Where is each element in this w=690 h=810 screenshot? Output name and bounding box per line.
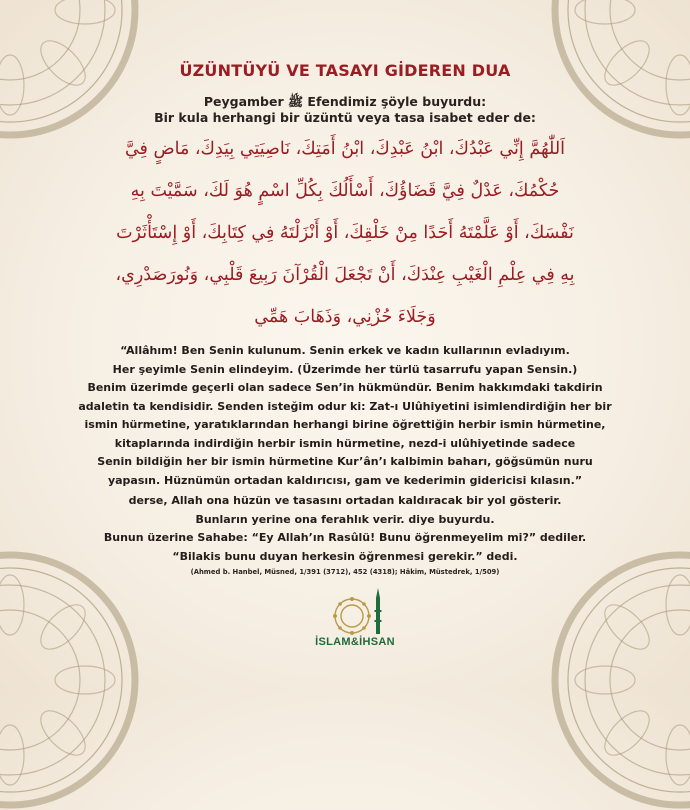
arabic-line: نَفْسَكَ، أَوْ عَلَّمْتَهُ أَحَدًا مِنْ خَلْقِكَ، أَوْ أَنْزَلْتَهُ فِي كِتَابِكَ، أَوْ إِسْتَأْثَرْتَ [116,223,574,243]
arabic-line: حُكْمُكَ، عَدْلٌ فِيَّ قَضَاؤُكَ، أَسْأَلُكَ بِكُلِّ اسْمٍ هُوَ لَكَ، سَمَّيْتَ بِهِ [130,181,560,201]
arabic-dua [60,128,630,338]
translation-line: Benim üzerimde geçerli olan sadece Sen’in hükmündür. Benim hakkımdaki takdirin [87,381,603,394]
dua-card [60,60,630,650]
closing-line: Bunun üzerine Sahabe: “Ey Allah’ın Rasûlü! Bunu öğrenmeyelim mi?” dediler. [103,531,587,544]
translation-line: adaletin ta kendisidir. Senden isteğim odur ki: Zat-ı Ulûhiyetini isimlendirdiğin her bir [78,399,612,413]
arabic-line: اَللّٰهُمَّ إِنِّي عَبْدُكَ، ابْنُ عَبْدِكَ، ابْنُ أَمَتِكَ، نَاصِيَتِي بِيَدِكَ، مَاضٍ فِيَّ [124,139,566,159]
arabic-line: بِهِ فِي عِلْمِ الْغَيْبِ عِنْدَكَ، أَنْ تَجْعَلَ الْقُرْآنَ رَبِيعَ قَلْبِي، وَنُورَصَدْرِي، [115,265,575,285]
page-title: ÜZÜNTÜYÜ VE TASAYI GİDEREN DUA [179,61,511,80]
source-citation: (Ahmed b. Hanbel, Müsned, 1/391 (3712), 452 (4318); Hâkim, Müstedrek, 1/509) [190,568,500,576]
islam-ihsan-logo [300,584,410,654]
mosque-logo-icon [300,584,410,636]
closing-line: Bunların yerine ona ferahlık verir. diye buyurdu. [195,512,495,526]
closing-text [60,492,630,566]
translation-line: Her şeyimle Senin elindeyim. (Üzerimde her türlü tasarrufu yapan Sensin.) [112,362,578,376]
logo-text: İSLAM&İHSAN [315,636,395,648]
translation-line: Senin bildiğin her bir ismin hürmetine Kur’ân’ı kalbimin baharı, göğsümün nuru [97,455,593,468]
translation-line: yapasın. Hüznümün ortadan kaldırıcısı, gam ve kederimin gidericisi kılasın.” [107,473,583,487]
turkish-translation [60,342,630,490]
intro-text [60,94,630,126]
intro-line: Peygamber ﷺ Efendimiz şöyle buyurdu: [203,94,487,109]
intro-line: Bir kula herhangi bir üzüntü veya tasa isabet eder de: [154,110,536,125]
closing-line: derse, Allah ona hüzün ve tasasını ortadan kaldıracak bir yol gösterir. [128,494,562,507]
translation-line: “Allâhım! Ben Senin kulunum. Senin erkek ve kadın kullarının evladıyım. [120,344,570,357]
translation-line: ismin hürmetine, yaratıklarından herhangi birine öğrettiğin herbir ismin hürmetine, [84,418,606,431]
translation-line: kitaplarında indirdiğin herbir ismin hürmetine, nezd-i ulûhiyetinde sadece [114,436,576,450]
closing-line: “Bilakis bunu duyan herkesin öğrenmesi gerekir.” dedi. [172,549,518,563]
arabic-line: وَجَلَاءَ حُزْنِي، وَذَهَابَ هَمِّي [254,307,436,327]
